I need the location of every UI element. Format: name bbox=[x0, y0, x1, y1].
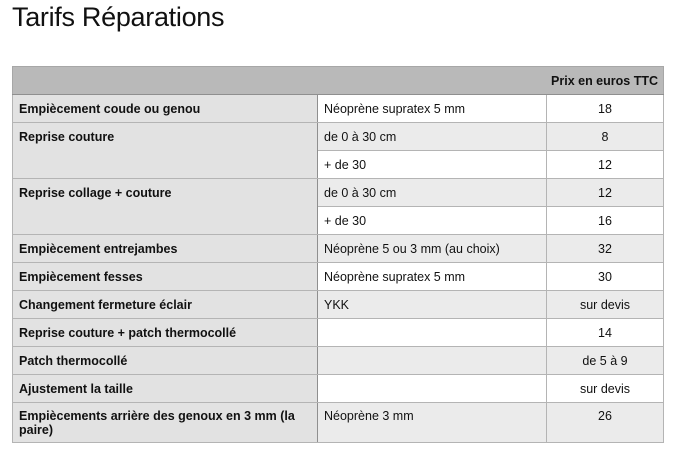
repair-label: Ajustement la taille bbox=[13, 375, 318, 403]
page-title: Tarifs Réparations bbox=[12, 2, 225, 32]
table-row bbox=[13, 263, 664, 291]
material-cell bbox=[318, 375, 547, 403]
table-row bbox=[13, 347, 664, 375]
material-cell bbox=[318, 347, 547, 375]
material-cell: Néoprène supratex 5 mm bbox=[318, 263, 547, 291]
price-cell: de 5 à 9 bbox=[547, 347, 664, 375]
price-cell: 26 bbox=[547, 403, 664, 443]
material-cell: Néoprène 5 ou 3 mm (au choix) bbox=[318, 235, 547, 263]
repair-label: Empiècement entrejambes bbox=[13, 235, 318, 263]
price-cell: sur devis bbox=[547, 291, 664, 319]
table-header-row bbox=[13, 67, 664, 95]
table-row bbox=[13, 235, 664, 263]
price-cell: 12 bbox=[547, 151, 664, 179]
price-cell: 30 bbox=[547, 263, 664, 291]
repair-label: Empiècement coude ou genou bbox=[13, 95, 318, 123]
price-cell: 16 bbox=[547, 207, 664, 235]
material-cell: + de 30 bbox=[318, 151, 547, 179]
material-cell: de 0 à 30 cm bbox=[318, 179, 547, 207]
table-row bbox=[13, 291, 664, 319]
table-row bbox=[13, 179, 664, 207]
repair-label: Empiècement fesses bbox=[13, 263, 318, 291]
table-row bbox=[13, 375, 664, 403]
table-row bbox=[13, 403, 664, 443]
material-cell: Néoprène 3 mm bbox=[318, 403, 547, 443]
repair-label: Empiècements arrière des genoux en 3 mm (la paire) bbox=[13, 403, 318, 443]
header-price-column: Prix en euros TTC bbox=[13, 67, 664, 95]
material-cell: YKK bbox=[318, 291, 547, 319]
table-row bbox=[13, 123, 664, 151]
material-cell: Néoprène supratex 5 mm bbox=[318, 95, 547, 123]
price-cell: 32 bbox=[547, 235, 664, 263]
price-cell: sur devis bbox=[547, 375, 664, 403]
repair-label: Changement fermeture éclair bbox=[13, 291, 318, 319]
repair-label: Reprise couture bbox=[13, 123, 318, 179]
table-row bbox=[13, 319, 664, 347]
repair-label: Reprise couture + patch thermocollé bbox=[13, 319, 318, 347]
price-cell: 12 bbox=[547, 179, 664, 207]
material-cell: + de 30 bbox=[318, 207, 547, 235]
repair-label: Patch thermocollé bbox=[13, 347, 318, 375]
table-row bbox=[13, 95, 664, 123]
price-cell: 14 bbox=[547, 319, 664, 347]
price-table bbox=[12, 66, 664, 443]
material-cell bbox=[318, 319, 547, 347]
material-cell: de 0 à 30 cm bbox=[318, 123, 547, 151]
repair-label: Reprise collage + couture bbox=[13, 179, 318, 235]
price-cell: 18 bbox=[547, 95, 664, 123]
price-cell: 8 bbox=[547, 123, 664, 151]
